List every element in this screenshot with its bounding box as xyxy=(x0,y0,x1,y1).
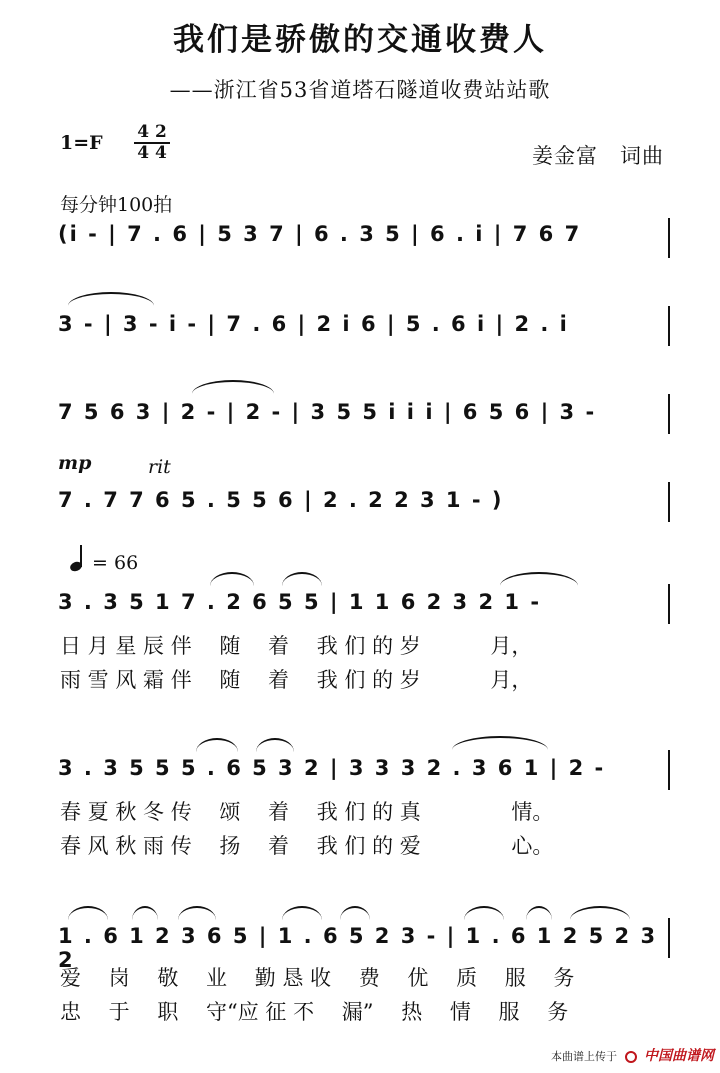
barline xyxy=(668,750,670,790)
notation-line-6: 3 . 3 5 5 5 . 6 5 3 2 | 3 3 3 2 . 3 6 1 | 2 - xyxy=(58,756,606,780)
notation-line-4: 7 . 7 7 6 5 . 5 5 6 | 2 . 2 2 3 1 - ) xyxy=(58,488,504,512)
barline xyxy=(668,394,670,434)
slur xyxy=(500,572,578,586)
lyric-verse-1-line-1: 日 月 星 辰 伴 随 着 我 们 的 岁 月， xyxy=(60,634,533,658)
song-title: 我们是骄傲的交通收费人 xyxy=(173,22,547,58)
slur xyxy=(464,906,504,920)
score-line-2 xyxy=(58,312,678,372)
time-signature-top: 4 2 xyxy=(137,122,167,142)
barline xyxy=(668,918,670,958)
composer-credit: 姜金富 词曲 xyxy=(532,144,664,168)
score-line-4 xyxy=(58,488,678,548)
quarter-note-icon xyxy=(69,560,83,573)
time-signature-bottom: 4 4 xyxy=(137,143,167,163)
notation-line-5: 3 . 3 5 1 7 . 2 6 5 5 | 1 1 6 2 3 2 1 - xyxy=(58,590,542,614)
footer-text: 本曲谱上传于 xyxy=(551,1050,617,1063)
barline xyxy=(668,584,670,624)
notation-line-7: 1 . 6 1 2 3 6 5 | 1 . 6 5 2 3 - | 1 . 6 1 2 5 2 3 2 xyxy=(58,924,658,972)
tempo-marking: 每分钟100拍 xyxy=(60,194,173,216)
lyric-verse-2-line-1: 雨 雪 风 霜 伴 随 着 我 们 的 岁 月， xyxy=(60,668,533,692)
notation-line-2: 3 - | 3 - i - | 7 . 6 | 2 i 6 | 5 . 6 i | 2 . i xyxy=(58,312,569,336)
lyric-verse-1-line-3: 爱 岗 敬 业 勤 恳 收 费 优 质 服 务 xyxy=(60,966,575,990)
song-subtitle: ——浙江省53省道塔石隧道收费站站歌 xyxy=(169,78,551,102)
slur xyxy=(210,572,254,586)
tempo-marking-2 xyxy=(70,552,138,574)
barline xyxy=(668,306,670,346)
slur xyxy=(132,906,158,920)
notation-line-3: 7 5 6 3 | 2 - | 2 - | 3 5 5 i i i | 6 5 6 | 3 - xyxy=(58,400,597,424)
key-signature: 1=F xyxy=(60,132,103,154)
lyric-verse-2-line-3: 忠 于 职 守“应 征 不 漏” 热 情 服 务 xyxy=(60,1000,569,1024)
footer-credit xyxy=(551,1045,714,1065)
dynamic-marking: mp xyxy=(58,452,92,474)
slur xyxy=(256,738,294,752)
footer-site-name[interactable]: 中国曲谱网 xyxy=(644,1048,714,1064)
ritardando-marking: rit xyxy=(148,456,171,478)
score-line-1 xyxy=(58,222,678,282)
slur xyxy=(452,736,548,750)
slur xyxy=(282,572,322,586)
slur xyxy=(178,906,216,920)
slur xyxy=(196,738,238,752)
slur xyxy=(570,906,630,920)
site-logo-icon xyxy=(625,1051,637,1063)
barline xyxy=(668,218,670,258)
lyric-verse-1-line-2: 春 夏 秋 冬 传 颂 着 我 们 的 真 情。 xyxy=(60,800,554,824)
slur xyxy=(68,906,108,920)
slur xyxy=(340,906,370,920)
tempo-value: = 66 xyxy=(92,552,139,574)
notation-line-1: (i - | 7 . 6 | 5 3 7 | 6 . 3 5 | 6 . i | 7 6 7 xyxy=(58,222,582,246)
lyric-verse-2-line-2: 春 风 秋 雨 传 扬 着 我 们 的 爱 心。 xyxy=(60,834,554,858)
slur xyxy=(192,380,274,394)
score-line-3 xyxy=(58,400,678,460)
barline xyxy=(668,482,670,522)
slur xyxy=(526,906,552,920)
slur xyxy=(282,906,322,920)
slur xyxy=(68,292,154,306)
time-signature xyxy=(130,124,174,162)
